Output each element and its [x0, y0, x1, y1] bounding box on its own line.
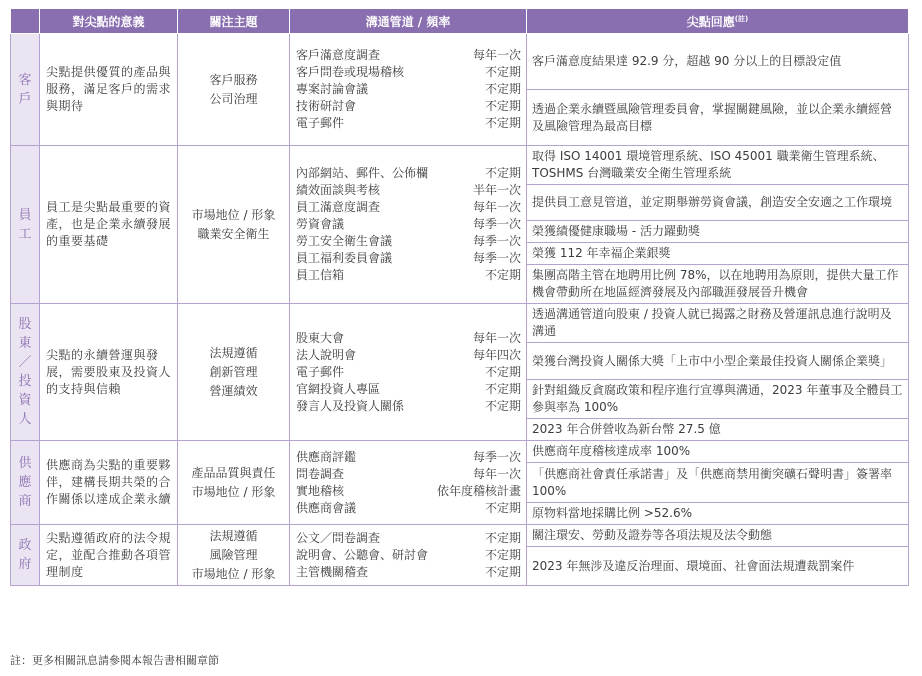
- channel-name: 勞資會議: [296, 217, 345, 231]
- stakeholder-cell: [11, 146, 40, 304]
- channel-name: 發言人及投資人關係: [296, 398, 405, 413]
- response-cell: 取得 ISO 14001 環境管理系統、ISO 45001 職業衛生管理系統、TOSHMS 台灣職業安全衛生管理系統: [527, 146, 909, 185]
- channel-item: [296, 347, 521, 364]
- stakeholder-char: 商: [18, 494, 32, 509]
- channel-name: 員工信箱: [296, 268, 345, 282]
- stakeholder-char: ／: [18, 355, 32, 370]
- channel-frequency: 不定期: [484, 547, 521, 562]
- channel-item: [296, 81, 521, 98]
- footnote: 註：更多相關訊息請參閱本報告書相關章節: [10, 654, 219, 667]
- stakeholder-char: 工: [18, 226, 32, 242]
- channel-frequency: 每年一次: [472, 466, 521, 481]
- header-significance: 對尖點的意義: [40, 9, 178, 34]
- focus-topic: 法規遵循: [209, 528, 258, 543]
- channel-name: 勞工安全衛生會議: [296, 234, 393, 248]
- response-cell: 2023 年合併營收為新台幣 27.5 億: [527, 419, 909, 441]
- table-row: [11, 34, 909, 90]
- stakeholder-cell: [11, 525, 40, 586]
- channel-frequency: 不定期: [484, 166, 521, 180]
- channel-item: [296, 267, 521, 284]
- table-header-row: [11, 9, 909, 34]
- focus-topic: 法規遵循: [209, 345, 258, 360]
- response-cell: 榮獲台灣投資人關係大獎「上市中小型企業最佳投資人關係企業獎」: [527, 343, 909, 380]
- channel-name: 內部網站、郵件、公佈欄: [296, 166, 429, 180]
- channel-name: 股東大會: [296, 330, 345, 345]
- response-cell: 供應商年度稽核達成率 100%: [527, 441, 909, 463]
- stakeholder-cell: [11, 441, 40, 525]
- stakeholder-char: 資: [18, 393, 32, 408]
- focus-topic: 職業安全衛生: [197, 226, 270, 241]
- channel-frequency: 不定期: [484, 564, 521, 579]
- channel-item: [296, 398, 521, 415]
- response-cell: 榮獲 112 年幸福企業銀獎: [527, 243, 909, 265]
- channel-frequency: 依年度稽核計畫: [436, 483, 521, 498]
- channel-item: [296, 547, 521, 564]
- channel-item: [296, 564, 521, 581]
- header-response-note: (註): [734, 14, 749, 23]
- focus-topic: 市場地位 / 形象: [191, 207, 276, 222]
- significance-cell: 供應商為尖點的重要夥伴，建構長期共榮的合作關係以達成企業永續: [40, 441, 178, 525]
- channel-item: [296, 483, 521, 500]
- channel-frequency: 不定期: [484, 268, 521, 282]
- channel-frequency: 不定期: [484, 530, 521, 545]
- focus-cell: [178, 304, 290, 441]
- channel-name: 說明會、公聽會、研討會: [296, 547, 429, 562]
- significance-cell: 尖點的永續營運與發展，需要股東及投資人的支持與信賴: [40, 304, 178, 441]
- channel-item: [296, 381, 521, 398]
- channel-name: 電子郵件: [296, 116, 345, 130]
- stakeholder-char: 政: [18, 538, 32, 553]
- stakeholder-char: 應: [18, 475, 32, 490]
- table-row: [11, 525, 909, 547]
- response-cell: 集團高階主管在地聘用比例 78%，以在地聘用為原則，提供大量工作機會帶動所在地區經濟發展及內部職涯發展晉升機會: [527, 265, 909, 304]
- response-cell: 榮獲績優健康職場 - 活力躍動獎: [527, 221, 909, 243]
- stakeholder-char: 員: [18, 207, 32, 223]
- channel-item: [296, 216, 521, 233]
- focus-topic: 風險管理: [209, 547, 258, 562]
- channel-name: 員工滿意度調查: [296, 200, 381, 214]
- header-response: [527, 9, 909, 34]
- channel-cell: [290, 441, 527, 525]
- channel-frequency: 不定期: [484, 99, 521, 113]
- channel-item: [296, 500, 521, 517]
- focus-topic: 營運績效: [209, 383, 258, 398]
- channel-name: 供應商評鑑: [296, 449, 357, 464]
- channel-name: 客戶滿意度調查: [296, 48, 381, 62]
- table-row: [11, 304, 909, 343]
- response-cell: 透過溝通管道向股東 / 投資人就已揭露之財務及營運訊息進行說明及溝通: [527, 304, 909, 343]
- channel-frequency: 每季一次: [472, 234, 521, 248]
- header-stakeholder: [11, 9, 40, 34]
- channel-item: [296, 330, 521, 347]
- channel-frequency: 不定期: [484, 381, 521, 396]
- response-cell: 客戶滿意度結果達 92.9 分，超越 90 分以上的目標設定值: [527, 34, 909, 90]
- focus-topic: 產品品質與責任: [191, 465, 276, 480]
- response-cell: 透過企業永續暨風險管理委員會，掌握關鍵風險，並以企業永續經營及風險管理為最高目標: [527, 90, 909, 146]
- table-row: [11, 441, 909, 463]
- stakeholder-char: 府: [18, 557, 32, 572]
- channel-item: [296, 449, 521, 466]
- channel-cell: [290, 525, 527, 586]
- response-cell: 針對組織反貪腐政策和程序進行宣導與溝通，2023 年董事及全體員工參與率為 100%: [527, 380, 909, 419]
- focus-cell: [178, 34, 290, 146]
- channel-name: 專案討論會議: [296, 82, 369, 96]
- focus-cell: [178, 525, 290, 586]
- channel-item: [296, 466, 521, 483]
- stakeholder-char: 客: [18, 72, 32, 88]
- stakeholder-cell: [11, 304, 40, 441]
- channel-frequency: 每年四次: [472, 347, 521, 362]
- channel-cell: [290, 34, 527, 146]
- focus-cell: [178, 146, 290, 304]
- significance-cell: 員工是尖點最重要的資產，也是企業永續發展的重要基礎: [40, 146, 178, 304]
- channel-item: [296, 199, 521, 216]
- channel-frequency: 不定期: [484, 364, 521, 379]
- significance-cell: 尖點遵循政府的法令規定，並配合推動各項管理制度: [40, 525, 178, 586]
- header-focus: 關注主題: [178, 9, 290, 34]
- table-row: [11, 146, 909, 185]
- channel-item: [296, 364, 521, 381]
- channel-name: 客戶問卷或現場稽核: [296, 65, 405, 79]
- channel-item: [296, 530, 521, 547]
- channel-frequency: 不定期: [484, 65, 521, 79]
- channel-frequency: 每季一次: [472, 217, 521, 231]
- channel-cell: [290, 146, 527, 304]
- channel-name: 供應商會議: [296, 500, 357, 515]
- channel-frequency: 不定期: [484, 500, 521, 515]
- header-channel: 溝通管道 / 頻率: [290, 9, 527, 34]
- stakeholder-char: 人: [18, 412, 32, 427]
- response-cell: 2023 年無涉及違反治理面、環境面、社會面法規遭裁罰案件: [527, 547, 909, 586]
- channel-frequency: 每年一次: [472, 200, 521, 214]
- channel-name: 技術研討會: [296, 99, 357, 113]
- stakeholder-cell: [11, 34, 40, 146]
- channel-frequency: 每季一次: [472, 449, 521, 464]
- channel-name: 員工福利委員會議: [296, 251, 393, 265]
- channel-frequency: 不定期: [484, 398, 521, 413]
- channel-item: [296, 250, 521, 267]
- channel-name: 公文／問卷調查: [296, 530, 381, 545]
- response-cell: 提供員工意見管道，並定期舉辦勞資會議，創造安全安適之工作環境: [527, 185, 909, 221]
- channel-item: [296, 165, 521, 182]
- channel-frequency: 不定期: [484, 116, 521, 130]
- header-response-label: 尖點回應: [686, 14, 735, 29]
- channel-item: [296, 233, 521, 250]
- stakeholder-char: 供: [18, 456, 32, 471]
- focus-topic: 市場地位 / 形象: [191, 566, 276, 581]
- stakeholder-char: 投: [18, 374, 32, 389]
- focus-topic: 創新管理: [209, 364, 258, 379]
- significance-cell: 尖點提供優質的產品與服務，滿足客戶的需求與期待: [40, 34, 178, 146]
- stakeholder-char: 戶: [18, 91, 32, 107]
- channel-frequency: 半年一次: [472, 183, 521, 197]
- channel-name: 官網投資人專區: [296, 381, 381, 396]
- channel-item: [296, 47, 521, 64]
- channel-frequency: 不定期: [484, 82, 521, 96]
- channel-name: 電子郵件: [296, 364, 345, 379]
- channel-frequency: 每年一次: [472, 330, 521, 345]
- channel-item: [296, 64, 521, 81]
- focus-topic: 公司治理: [209, 91, 258, 106]
- channel-item: [296, 182, 521, 199]
- channel-name: 法人說明會: [296, 347, 357, 362]
- channel-name: 績效面談與考核: [296, 183, 381, 197]
- focus-topic: 市場地位 / 形象: [191, 484, 276, 499]
- stakeholder-char: 股: [18, 317, 32, 332]
- channel-name: 問卷調查: [296, 466, 345, 481]
- response-cell: 「供應商社會責任承諾書」及「供應商禁用衝突礦石聲明書」簽署率 100%: [527, 463, 909, 503]
- channel-cell: [290, 304, 527, 441]
- response-cell: 關注環安、勞動及證券等各項法規及法令動態: [527, 525, 909, 547]
- stakeholder-char: 東: [18, 336, 32, 351]
- stakeholder-table: [10, 8, 909, 586]
- focus-cell: [178, 441, 290, 525]
- channel-item: [296, 98, 521, 115]
- response-cell: 原物料當地採購比例 >52.6%: [527, 503, 909, 525]
- focus-topic: 客戶服務: [209, 72, 258, 87]
- channel-name: 主管機關稽查: [296, 564, 369, 579]
- channel-frequency: 每季一次: [472, 251, 521, 265]
- channel-name: 實地稽核: [296, 483, 345, 498]
- channel-frequency: 每年一次: [472, 48, 521, 62]
- channel-item: [296, 115, 521, 132]
